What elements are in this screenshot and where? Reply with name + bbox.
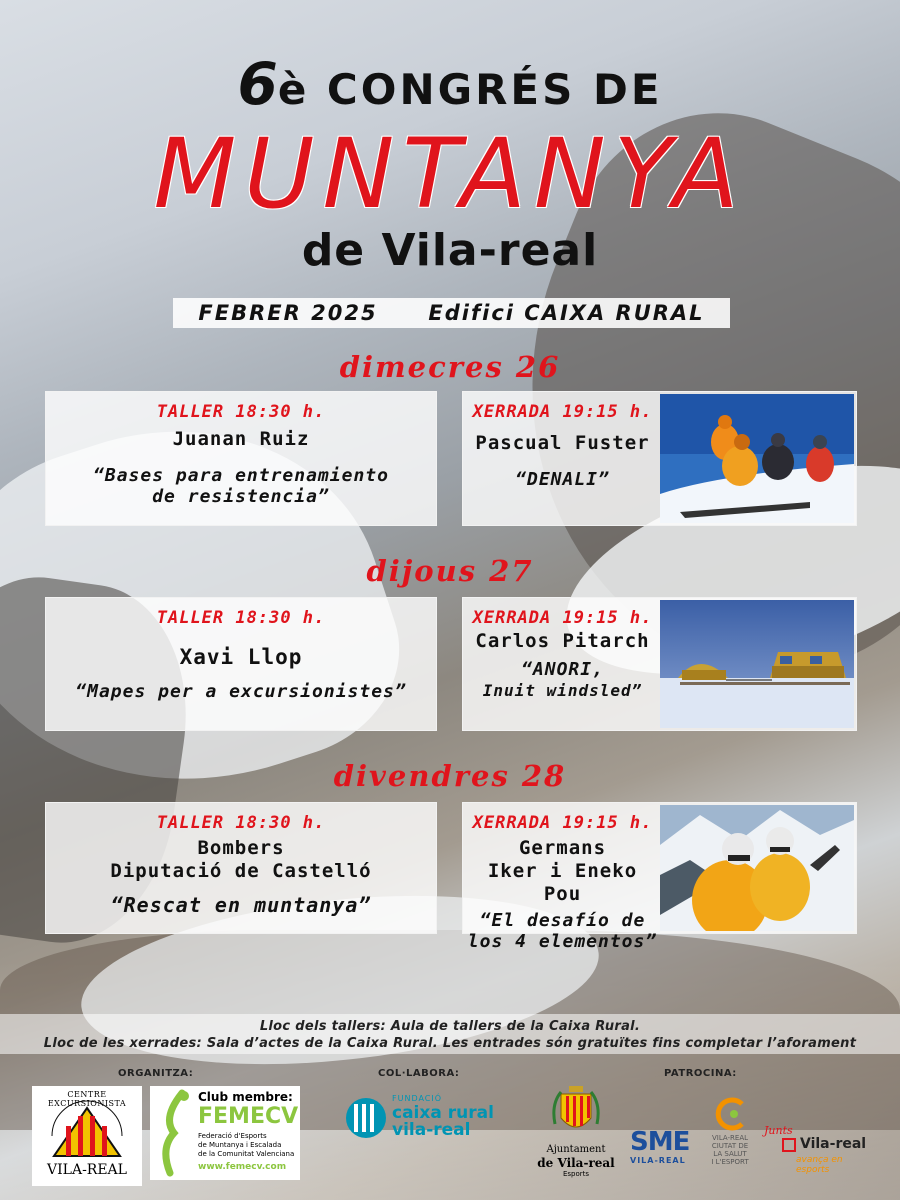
logo-text: FEMECV [198, 1104, 299, 1129]
patrocina-label: PATROCINA: [664, 1068, 737, 1079]
logo-desc [198, 1132, 294, 1159]
logo-text: VILA-REAL [711, 1134, 749, 1142]
session-label: TALLER 18:30 h. [156, 813, 326, 833]
logo-text: Club membre: [198, 1090, 293, 1104]
logo-text: de Muntanya i Escalada [198, 1141, 282, 1149]
logo-text: VILA-REAL [630, 1156, 686, 1165]
caixa-rural-logo [344, 1094, 496, 1144]
windsled-photo-art [660, 600, 854, 728]
femecv-logo [150, 1086, 300, 1180]
logo-text: CENTRE EXCURSIONISTA [47, 1090, 127, 1108]
session-topic: los 4 elementos” [467, 931, 658, 952]
speaker-name: Juanan Ruiz [172, 428, 310, 450]
ajuntament-logo [530, 1084, 622, 1180]
logo-text: www.femecv.com [198, 1162, 287, 1172]
logo-text: Junts [764, 1124, 793, 1137]
logo-text: Federació d'Esports [198, 1132, 267, 1140]
title-main: MUNTANYA [153, 118, 747, 230]
day-label: dimecres 26 [339, 350, 561, 384]
xerrada-card [462, 802, 857, 952]
title-ordinal: è CONGRÉS DE [277, 65, 663, 114]
windsled-photo [660, 600, 854, 728]
title-sub: de Vila-real [301, 225, 599, 276]
taller-card [45, 391, 437, 526]
xerrada-card [462, 597, 857, 731]
climbers-photo-art [660, 394, 854, 523]
logo-text: Ajuntament [546, 1144, 606, 1155]
session-topic: “El desafío de [479, 910, 646, 931]
logo-text [630, 1128, 700, 1156]
brothers-photo-art [660, 805, 854, 931]
logo-text: Esports [562, 1170, 590, 1178]
session-label: XERRADA 19:15 h. [472, 608, 653, 628]
organitza-label: ORGANITZA: [118, 1068, 194, 1079]
title-number: 6 [237, 50, 278, 118]
climbers-photo [660, 394, 854, 523]
event-place: Edifici CAIXA RURAL [428, 301, 705, 325]
session-topic: “Bases para entrenamiento [93, 465, 389, 486]
session-label: XERRADA 19:15 h. [472, 402, 653, 422]
speaker-name: Germans [518, 837, 607, 859]
venue-line: Lloc de les xerrades: Sala d’actes de la Caixa Rural. Les entrades són gratuïtes fins completar l’aforament [43, 1036, 857, 1051]
info-bar [173, 298, 730, 328]
session-topic: Inuit windsled” [482, 681, 643, 700]
logo-text: CIUTAT DE [711, 1142, 749, 1150]
ciutat-salut-logo [704, 1096, 756, 1180]
taller-card [45, 597, 437, 731]
logo-text: avança en esports [796, 1155, 843, 1175]
speaker-name: Carlos Pitarch [475, 630, 650, 652]
title-line-1 [0, 50, 900, 118]
logo-text: de Vila-real [537, 1156, 615, 1170]
speaker-name: Diputació de Castelló [110, 860, 372, 882]
day-label: divendres 28 [333, 759, 567, 793]
session-topic: “ANORI, [521, 659, 604, 680]
speaker-name: Iker i Eneko Pou [487, 860, 638, 905]
logo-text: VILA-REAL [47, 1162, 127, 1178]
centre-excursionista-logo [32, 1086, 142, 1186]
junts-logo [762, 1124, 872, 1175]
logo-text: de la Comunitat Valenciana [198, 1150, 295, 1158]
event-date: FEBRER 2025 [198, 301, 378, 325]
session-label: TALLER 18:30 h. [156, 608, 326, 628]
day-label: dijous 27 [366, 554, 534, 588]
logo-text: Vila-real [800, 1136, 867, 1152]
speaker-name: Xavi Llop [179, 645, 303, 669]
xerrada-card [462, 391, 857, 526]
logo-text: I L'ESPORT [711, 1158, 749, 1166]
sme-logo [630, 1128, 700, 1170]
venue-line: Lloc dels tallers: Aula de tallers de la Caixa Rural. [259, 1019, 641, 1034]
logo-text: FUNDACIÓ [392, 1094, 443, 1103]
session-topic: de resistencia” [152, 486, 330, 507]
session-topic: “DENALI” [515, 469, 610, 490]
speaker-name: Pascual Fuster [475, 432, 650, 454]
brothers-photo [660, 805, 854, 931]
logo-text: SME [630, 1127, 690, 1157]
logo-text: LA SALUT [713, 1150, 747, 1158]
logo-text: caixa rural [392, 1103, 494, 1123]
session-topic: “Mapes per a excursionistes” [75, 681, 407, 702]
taller-card [45, 802, 437, 934]
speaker-name: Bombers [197, 837, 285, 859]
logo-text-block [704, 1134, 756, 1166]
venue-info [0, 1018, 900, 1052]
session-topic: “Rescat en muntanya” [110, 893, 372, 917]
session-label: TALLER 18:30 h. [156, 402, 326, 422]
col-labora-label: COL·LABORA: [378, 1068, 460, 1079]
logo-text: vila-real [392, 1120, 471, 1140]
session-label: XERRADA 19:15 h. [472, 813, 653, 833]
